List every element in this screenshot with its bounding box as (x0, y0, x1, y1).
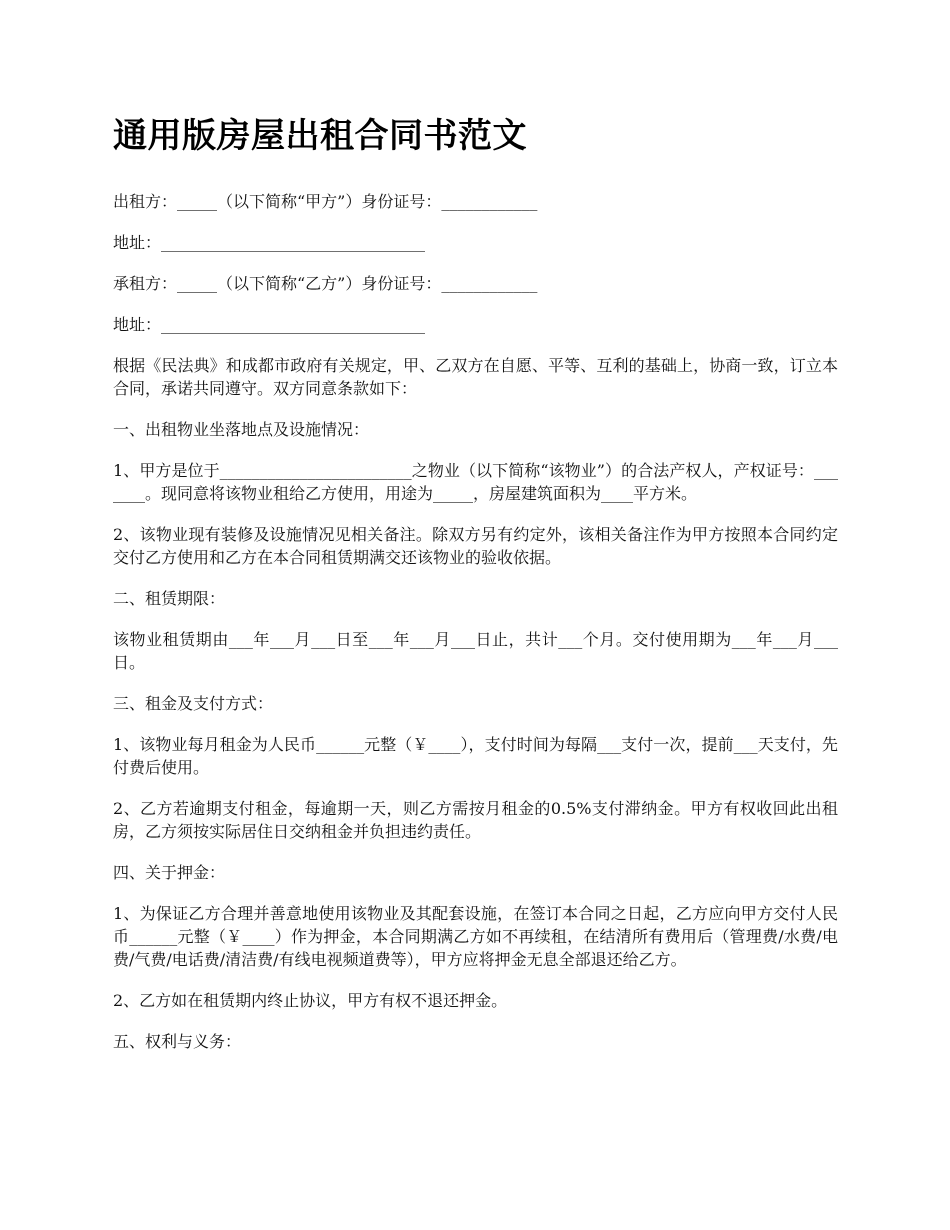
clause-property-1: 1、甲方是位于________________________之物业（以下简称“该物业”）的合法产权人，产权证号：_______。现同意将该物业租给乙方使用，用途为_____，房屋建筑面积为____平方米。 (113, 461, 838, 503)
preamble-paragraph: 根据《民法典》和成都市政府有关规定，甲、乙双方在自愿、平等、互利的基础上，协商一致，订立本合同，承诺共同遵守。双方同意条款如下： (113, 356, 838, 398)
lessee-line: 承租方：_____（以下简称“乙方”）身份证号：____________ (113, 274, 538, 293)
clause-term: 该物业租赁期由___年___月___日至___年___月___日止，共计___个月。交付使用期为___年___月___日。 (113, 630, 838, 672)
section-heading-property: 一、出租物业坐落地点及设施情况： (113, 420, 370, 439)
document-title: 通用版房屋出租合同书范文 (113, 116, 527, 156)
clause-rent-2: 2、乙方若逾期支付租金，每逾期一天，则乙方需按月租金的0.5%支付滞纳金。甲方有权收回此出租房，乙方须按实际居住日交纳租金并负担违约责任。 (113, 799, 838, 841)
lessor-line: 出租方：_____（以下简称“甲方”）身份证号：____________ (113, 192, 538, 211)
clause-rent-1: 1、该物业每月租金为人民币______元整（￥____），支付时间为每隔___支付一次，提前___天支付，先付费后使用。 (113, 735, 838, 777)
section-heading-term: 二、租赁期限： (113, 589, 226, 608)
lessee-address-line: 地址：_________________________________ (113, 315, 426, 334)
clause-deposit-1: 1、为保证乙方合理并善意地使用该物业及其配套设施，在签订本合同之日起，乙方应向甲方交付人民币______元整（￥____）作为押金，本合同期满乙方如不再续租，在结清所有费用后（管理费/水费/电费/气费/电话费/清洁费/有线电视频道费等），甲方应将押金无息全部退还给乙方。 (113, 904, 838, 969)
section-heading-rent: 三、租金及支付方式： (113, 694, 274, 713)
clause-deposit-2: 2、乙方如在租赁期内终止协议，甲方有权不退还押金。 (113, 991, 508, 1010)
clause-property-2: 2、该物业现有装修及设施情况见相关备注。除双方另有约定外，该相关备注作为甲方按照本合同约定交付乙方使用和乙方在本合同租赁期满交还该物业的验收依据。 (113, 525, 838, 567)
lessor-address-line: 地址：_________________________________ (113, 233, 426, 252)
section-heading-deposit: 四、关于押金： (113, 863, 226, 882)
section-heading-rights: 五、权利与义务： (113, 1032, 242, 1051)
